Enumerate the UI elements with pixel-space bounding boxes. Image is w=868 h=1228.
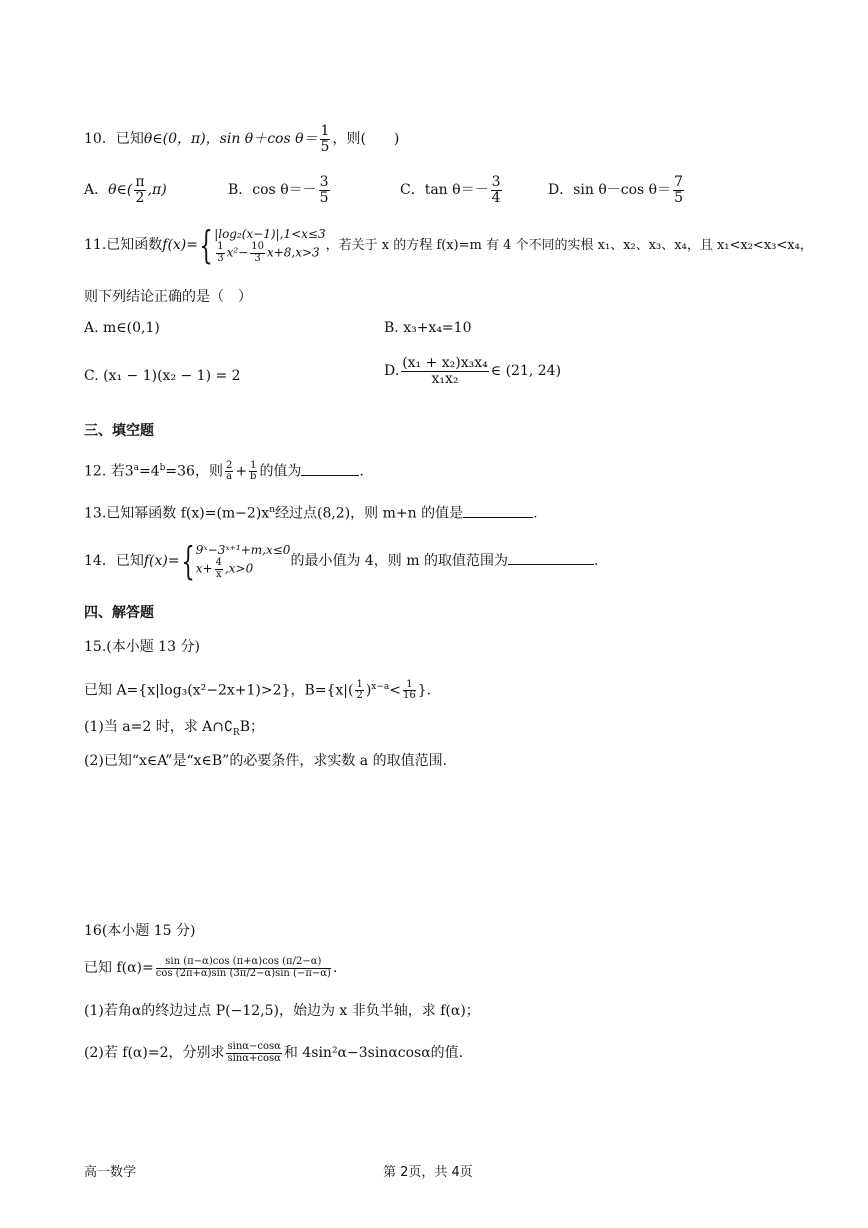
q11-option-b: B. x₃+x₄=10 <box>384 320 472 336</box>
answer-blank[interactable] <box>301 461 359 476</box>
footer-subject: 高一数学 <box>84 1165 137 1180</box>
q11-piecewise: |log₂(x−1)|,1<x≤3 $\frac{1}{3}$ x²− $\frac{10}{3}$ x+8,x>3 <box>214 227 326 264</box>
q16-part2: (2)若 f(α)=2，分别求 $\frac{\sin\alpha-\cos\alpha}{\sin\alpha+\cos\alpha}$ 和 4sin²α−3sinαcosα的值. <box>84 1041 464 1064</box>
q15-part2: (2)已知“x∈A”是“x∈B”的必要条件，求实数 a 的取值范围. <box>84 753 448 769</box>
q16-given: 已知 f(α)= $\frac{\sin (\pi-\alpha)\cos (\pi+\alpha)\cos (\pi/2-\alpha)}{\cos (2\pi+\alpha)\sin (3\pi/2-\alpha)\sin (-\pi-\alpha)}$ . <box>84 956 338 979</box>
q10-option-c: C．tan θ＝－ $\frac{3}{4}$ <box>400 174 501 206</box>
q13-stem: 13.已知幂函数 $f(x)=(m-2)x^n$经过点(8,2)，则 m+n 的值是 . <box>84 500 828 524</box>
q14-piecewise: 9ˣ−3ˣ⁺¹+m,x≤0 x+ $\frac{4}{x}$ ,x>0 <box>195 543 291 580</box>
q10-stem-fraction: $\frac{1}{5}$ <box>320 123 330 155</box>
answer-blank[interactable] <box>463 503 533 518</box>
section-heading-solutions: 四、解答题 <box>84 605 154 621</box>
q10-option-b: B．cos θ＝－ $\frac{3}{5}$ <box>228 174 329 206</box>
q11-question: 则下列结论正确的是（ ） <box>84 289 252 305</box>
left-brace-icon: { <box>181 539 195 583</box>
footer-page-number: 第 2页，共 4页 <box>383 1165 473 1180</box>
left-brace-icon: { <box>199 223 213 267</box>
q15-title: 15.(本小题 13 分) <box>84 639 200 655</box>
q16-part1: (1)若角α的终边过点 P(−12,5)，始边为 x 非负半轴，求 f(α)； <box>84 1003 480 1019</box>
answer-blank[interactable] <box>508 550 594 565</box>
q10-option-a: A．θ∈( $\frac{\pi}{2}$ ,π) <box>84 174 167 206</box>
q11-option-d: D. $\frac{\text{(x₁ + x₂)x₃x₄}}{\text{x₁x₂}}$ ∈ (21, 24) <box>384 355 562 387</box>
q10-stem-suffix: ，则( ) <box>332 131 400 148</box>
q10-stem <box>84 124 828 154</box>
q10-stem-prefix: 10．已知 <box>84 131 144 148</box>
q12-stem: 12. 若$3^a=4^b=36$，则 $\frac{2}{a}$ + $\frac{1}{b}$ 的值为 . <box>84 459 364 483</box>
q15-part1: (1)当 a=2 时，求 $A\cap∁_RB$； <box>84 719 264 738</box>
q11-stem: 11.已知函数f(x)={ |log₂(x−1)|,1<x≤3 $\frac{1}{3}$ x²− $\frac{10}{3}$ x+8,x>3 ，若关于 x 的方程 f(x)=m 有 4 个不同的实根 x₁、x₂、x₃、x₄，且 x₁<x₂<x₃<x₄， <box>84 223 813 267</box>
q10-stem-math: θ∈(0，π)，sin θ＋cos θ＝ <box>143 131 318 148</box>
q10-option-d: D．sin θ－cos θ＝ $\frac{7}{5}$ <box>548 174 684 206</box>
q16-title: 16(本小题 15 分) <box>84 923 196 939</box>
section-heading-fill-in: 三、填空题 <box>84 423 154 439</box>
q15-given: 已知 A={x|log₃(x²−2x+1)>2}，B={x|( $\frac{1}{2}$ )$^{x-a}$< $\frac{1}{16}$ }. <box>84 678 432 702</box>
q14-stem: 14．已知f(x)={ 9ˣ−3ˣ⁺¹+m,x≤0 x+ $\frac{4}{x}$ ,x>0 的最小值为 4，则 m 的取值范围为 . <box>84 539 599 583</box>
q11-option-a: A. m∈(0,1) <box>84 320 160 336</box>
q11-option-c: C. (x₁ − 1)(x₂ − 1) = 2 <box>84 368 241 384</box>
